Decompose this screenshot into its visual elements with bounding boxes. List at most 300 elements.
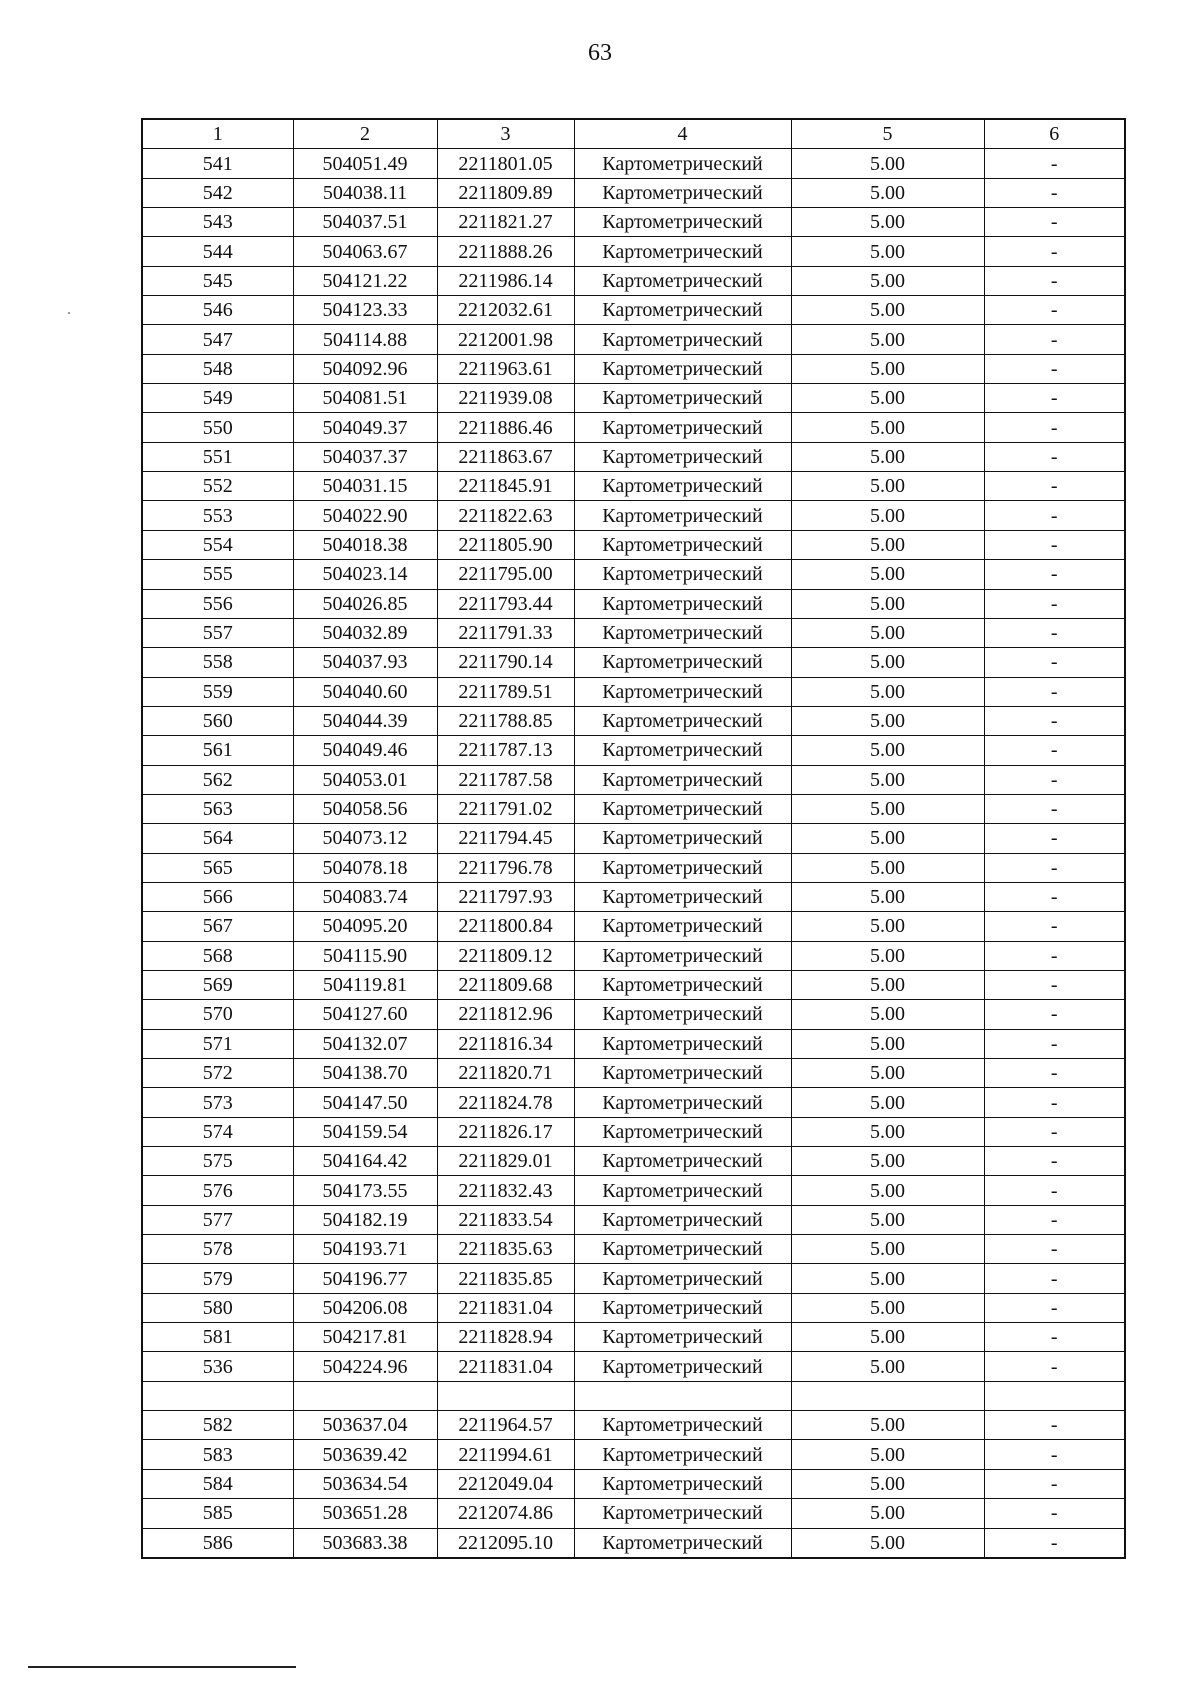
table-cell: 2211791.02 (437, 794, 574, 823)
table-cell: Картометрический (574, 589, 791, 618)
table-cell: 586 (142, 1528, 293, 1558)
table-cell: - (984, 237, 1125, 266)
table-row (142, 1147, 1125, 1176)
table-cell: 2211820.71 (437, 1059, 574, 1088)
table-cell: 504081.51 (293, 384, 437, 413)
table-cell: 5.00 (791, 501, 984, 530)
table-cell: 547 (142, 325, 293, 354)
table-row (142, 648, 1125, 677)
table-cell: 567 (142, 912, 293, 941)
table-cell: Картометрический (574, 912, 791, 941)
table-row (142, 1352, 1125, 1381)
table-row (142, 560, 1125, 589)
table-cell: 571 (142, 1029, 293, 1058)
table-row (142, 237, 1125, 266)
table-cell: Картометрический (574, 354, 791, 383)
table-row (142, 941, 1125, 970)
table-cell (574, 1381, 791, 1410)
table-cell: Картометрический (574, 530, 791, 559)
table-cell: - (984, 1117, 1125, 1146)
table-row (142, 1440, 1125, 1469)
table-cell: - (984, 1469, 1125, 1498)
table-cell: 568 (142, 941, 293, 970)
table-cell: - (984, 325, 1125, 354)
table-cell: 569 (142, 970, 293, 999)
table-cell: 503634.54 (293, 1469, 437, 1498)
table-cell: 2211789.51 (437, 677, 574, 706)
table-cell: Картометрический (574, 941, 791, 970)
table-cell: 2211821.27 (437, 208, 574, 237)
table-row (142, 794, 1125, 823)
table-cell: - (984, 442, 1125, 471)
table-cell: 504182.19 (293, 1205, 437, 1234)
table-cell: 504121.22 (293, 266, 437, 295)
table-cell: 504044.39 (293, 706, 437, 735)
table-cell: 5.00 (791, 1059, 984, 1088)
table-cell: 541 (142, 149, 293, 178)
table-cell: 543 (142, 208, 293, 237)
table-cell: 2211805.90 (437, 530, 574, 559)
table-cell: Картометрический (574, 1323, 791, 1352)
table-cell: 5.00 (791, 296, 984, 325)
table-cell: 2211795.00 (437, 560, 574, 589)
table-row (142, 413, 1125, 442)
table-row (142, 1059, 1125, 1088)
table-cell: 2212074.86 (437, 1499, 574, 1528)
table-row (142, 1088, 1125, 1117)
table-row (142, 1000, 1125, 1029)
table-cell: 2211809.68 (437, 970, 574, 999)
table-cell: - (984, 501, 1125, 530)
table-cell: - (984, 1059, 1125, 1088)
table-cell: - (984, 706, 1125, 735)
table-row (142, 1293, 1125, 1322)
table-cell: - (984, 589, 1125, 618)
table-cell: 504193.71 (293, 1235, 437, 1264)
table-row (142, 736, 1125, 765)
table-cell: 2211863.67 (437, 442, 574, 471)
table-cell: 576 (142, 1176, 293, 1205)
table-cell: 5.00 (791, 472, 984, 501)
table-cell: 2211822.63 (437, 501, 574, 530)
table-cell: Картометрический (574, 882, 791, 911)
table-cell: 5.00 (791, 589, 984, 618)
table-cell: - (984, 1499, 1125, 1528)
table-cell: 5.00 (791, 1147, 984, 1176)
table-cell: 5.00 (791, 1176, 984, 1205)
table-cell: 579 (142, 1264, 293, 1293)
table-cell: 549 (142, 384, 293, 413)
table-cell: 5.00 (791, 882, 984, 911)
column-header: 1 (142, 119, 293, 149)
table-row (142, 1117, 1125, 1146)
table-cell: - (984, 1088, 1125, 1117)
table-cell: Картометрический (574, 677, 791, 706)
table-cell: - (984, 765, 1125, 794)
column-header: 2 (293, 119, 437, 149)
table-cell: Картометрический (574, 325, 791, 354)
table-row (142, 1264, 1125, 1293)
table-cell: 536 (142, 1352, 293, 1381)
table-cell: 5.00 (791, 1029, 984, 1058)
table-cell: 578 (142, 1235, 293, 1264)
table-row (142, 208, 1125, 237)
table-cell: 504147.50 (293, 1088, 437, 1117)
table-cell: Картометрический (574, 472, 791, 501)
table-cell: 5.00 (791, 912, 984, 941)
table-cell: 550 (142, 413, 293, 442)
table-cell: 5.00 (791, 413, 984, 442)
table-cell: Картометрический (574, 1235, 791, 1264)
table-cell: 2211829.01 (437, 1147, 574, 1176)
table-row (142, 1411, 1125, 1440)
table-row (142, 296, 1125, 325)
table-cell: Картометрический (574, 1117, 791, 1146)
table-cell (984, 1381, 1125, 1410)
table-cell: - (984, 266, 1125, 295)
table-cell: - (984, 384, 1125, 413)
table-cell: 2211791.33 (437, 618, 574, 647)
table-cell: - (984, 1352, 1125, 1381)
table-cell: 504026.85 (293, 589, 437, 618)
table-row (142, 589, 1125, 618)
table-cell: - (984, 824, 1125, 853)
table-cell: 556 (142, 589, 293, 618)
table-cell: 504123.33 (293, 296, 437, 325)
table-cell: 582 (142, 1411, 293, 1440)
table-cell: Картометрический (574, 1411, 791, 1440)
table-cell: 5.00 (791, 178, 984, 207)
table-cell: 5.00 (791, 1440, 984, 1469)
table-row (142, 325, 1125, 354)
table-cell: 575 (142, 1147, 293, 1176)
table-cell: 504217.81 (293, 1323, 437, 1352)
table-cell: 5.00 (791, 736, 984, 765)
table-cell: 5.00 (791, 824, 984, 853)
table-cell: Картометрический (574, 1352, 791, 1381)
table-cell: - (984, 1176, 1125, 1205)
table-cell: Картометрический (574, 208, 791, 237)
table-row (142, 472, 1125, 501)
table-row (142, 1323, 1125, 1352)
table-row (142, 530, 1125, 559)
table-cell (791, 1381, 984, 1410)
table-cell: 504078.18 (293, 853, 437, 882)
table-cell: 5.00 (791, 970, 984, 999)
table-cell: 5.00 (791, 560, 984, 589)
table-cell: 504058.56 (293, 794, 437, 823)
table-cell: 2211790.14 (437, 648, 574, 677)
table-row (142, 1499, 1125, 1528)
table-cell: - (984, 1293, 1125, 1322)
table-row (142, 1381, 1125, 1410)
table-cell: 566 (142, 882, 293, 911)
table-row (142, 618, 1125, 647)
table-cell: 5.00 (791, 1264, 984, 1293)
table-cell: 504206.08 (293, 1293, 437, 1322)
table-cell: - (984, 618, 1125, 647)
table-cell: - (984, 1205, 1125, 1234)
table-cell: 2211831.04 (437, 1352, 574, 1381)
table-cell: Картометрический (574, 266, 791, 295)
table-cell: 504040.60 (293, 677, 437, 706)
table-row (142, 882, 1125, 911)
table-row (142, 970, 1125, 999)
table-cell: 5.00 (791, 266, 984, 295)
table-cell: 504196.77 (293, 1264, 437, 1293)
table-cell: 577 (142, 1205, 293, 1234)
table-cell: 2211964.57 (437, 1411, 574, 1440)
table-row (142, 824, 1125, 853)
table-cell: 544 (142, 237, 293, 266)
table-cell: 5.00 (791, 853, 984, 882)
table-cell: 504073.12 (293, 824, 437, 853)
table-cell: 585 (142, 1499, 293, 1528)
table-cell: 504083.74 (293, 882, 437, 911)
table-cell (437, 1381, 574, 1410)
table-cell: 542 (142, 178, 293, 207)
table-cell: 2211828.94 (437, 1323, 574, 1352)
table-cell: - (984, 882, 1125, 911)
table-cell: 504138.70 (293, 1059, 437, 1088)
table-cell: - (984, 1411, 1125, 1440)
table-cell: 558 (142, 648, 293, 677)
table-row (142, 501, 1125, 530)
table-cell: Картометрический (574, 736, 791, 765)
table-body (142, 149, 1125, 1558)
table-cell: 504092.96 (293, 354, 437, 383)
table-cell: 503651.28 (293, 1499, 437, 1528)
table-cell: 504164.42 (293, 1147, 437, 1176)
table-cell: 2211831.04 (437, 1293, 574, 1322)
table-cell: Картометрический (574, 970, 791, 999)
table-cell: 504018.38 (293, 530, 437, 559)
table-cell: 504053.01 (293, 765, 437, 794)
table-cell: 2211939.08 (437, 384, 574, 413)
table-row (142, 178, 1125, 207)
table-cell: 5.00 (791, 325, 984, 354)
table-cell: Картометрический (574, 1293, 791, 1322)
table-cell: Картометрический (574, 1059, 791, 1088)
table-cell: - (984, 912, 1125, 941)
table-cell: 5.00 (791, 941, 984, 970)
table-cell: 503683.38 (293, 1528, 437, 1558)
table-cell: 5.00 (791, 794, 984, 823)
table-row (142, 706, 1125, 735)
table-cell: 2212032.61 (437, 296, 574, 325)
table-cell: 504037.93 (293, 648, 437, 677)
table-cell: - (984, 178, 1125, 207)
table-cell: 2211809.89 (437, 178, 574, 207)
table-cell: - (984, 413, 1125, 442)
table-cell: 2211845.91 (437, 472, 574, 501)
table-cell: Картометрический (574, 1176, 791, 1205)
table-cell: 504037.51 (293, 208, 437, 237)
table-cell: 5.00 (791, 1088, 984, 1117)
column-header: 4 (574, 119, 791, 149)
table-row (142, 677, 1125, 706)
table-cell: 2212095.10 (437, 1528, 574, 1558)
table-cell: 2211788.85 (437, 706, 574, 735)
footnote-separator (28, 1666, 296, 1668)
table-cell: 5.00 (791, 1469, 984, 1498)
table-cell: - (984, 1528, 1125, 1558)
table-row (142, 1235, 1125, 1264)
table-cell: 581 (142, 1323, 293, 1352)
table-cell: 503639.42 (293, 1440, 437, 1469)
table-cell: Картометрический (574, 1147, 791, 1176)
table-cell: Картометрический (574, 296, 791, 325)
table-cell: 5.00 (791, 1411, 984, 1440)
table-cell: - (984, 560, 1125, 589)
table-cell: - (984, 1235, 1125, 1264)
table-cell: 546 (142, 296, 293, 325)
table-cell: - (984, 970, 1125, 999)
table-cell: Картометрический (574, 618, 791, 647)
table-cell: 2211794.45 (437, 824, 574, 853)
table-cell: 573 (142, 1088, 293, 1117)
table-cell: - (984, 648, 1125, 677)
table-cell: 5.00 (791, 208, 984, 237)
table-cell: 504114.88 (293, 325, 437, 354)
table-cell: 2211796.78 (437, 853, 574, 882)
table-cell: 557 (142, 618, 293, 647)
column-header: 3 (437, 119, 574, 149)
table-cell: 2211787.13 (437, 736, 574, 765)
table-row (142, 765, 1125, 794)
table-cell: Картометрический (574, 237, 791, 266)
scan-speck (68, 312, 70, 314)
table-cell: 583 (142, 1440, 293, 1469)
table-cell: Картометрический (574, 560, 791, 589)
table-cell: Картометрический (574, 765, 791, 794)
table-cell: 2211801.05 (437, 149, 574, 178)
table-cell: 2211886.46 (437, 413, 574, 442)
table-cell: Картометрический (574, 149, 791, 178)
table-row (142, 912, 1125, 941)
table-cell: - (984, 208, 1125, 237)
table-cell: 504119.81 (293, 970, 437, 999)
column-header: 6 (984, 119, 1125, 149)
table-cell: - (984, 1000, 1125, 1029)
table-cell: - (984, 149, 1125, 178)
table-cell: 5.00 (791, 384, 984, 413)
table-cell: 504022.90 (293, 501, 437, 530)
table-cell: 561 (142, 736, 293, 765)
table-cell: 2211824.78 (437, 1088, 574, 1117)
table-row (142, 1029, 1125, 1058)
table-cell: Картометрический (574, 794, 791, 823)
table-cell: 503637.04 (293, 1411, 437, 1440)
table-row (142, 149, 1125, 178)
table-cell: 504159.54 (293, 1117, 437, 1146)
table-cell: 2211797.93 (437, 882, 574, 911)
table-cell: Картометрический (574, 413, 791, 442)
table-row (142, 1205, 1125, 1234)
table-cell: 5.00 (791, 618, 984, 647)
table-cell: Картометрический (574, 1499, 791, 1528)
table-cell: Картометрический (574, 1205, 791, 1234)
table-cell: 504127.60 (293, 1000, 437, 1029)
table-cell: Картометрический (574, 1029, 791, 1058)
table-row (142, 442, 1125, 471)
table-cell: - (984, 1264, 1125, 1293)
table-cell: 565 (142, 853, 293, 882)
table-cell: 504173.55 (293, 1176, 437, 1205)
table-cell: 5.00 (791, 1205, 984, 1234)
table-cell: 504063.67 (293, 237, 437, 266)
table-cell: 5.00 (791, 677, 984, 706)
table-cell: Картометрический (574, 853, 791, 882)
table-cell: 5.00 (791, 354, 984, 383)
table-cell: Картометрический (574, 501, 791, 530)
table-cell: Картометрический (574, 1469, 791, 1498)
table-cell: Картометрический (574, 648, 791, 677)
table-cell: 551 (142, 442, 293, 471)
table-row (142, 1528, 1125, 1558)
table-cell: 5.00 (791, 1499, 984, 1528)
coordinates-table (141, 118, 1126, 1559)
table-cell: 504132.07 (293, 1029, 437, 1058)
table-cell: Картометрический (574, 1264, 791, 1293)
table-cell: 2212049.04 (437, 1469, 574, 1498)
table-cell: 504049.46 (293, 736, 437, 765)
table-cell: 2211809.12 (437, 941, 574, 970)
table-cell: 2211832.43 (437, 1176, 574, 1205)
table-cell: - (984, 736, 1125, 765)
table-cell: 548 (142, 354, 293, 383)
table-cell: 5.00 (791, 237, 984, 266)
page-number: 63 (588, 40, 612, 66)
table-cell: 564 (142, 824, 293, 853)
table-cell: - (984, 677, 1125, 706)
table-row (142, 266, 1125, 295)
table-cell: 559 (142, 677, 293, 706)
table-cell: 504032.89 (293, 618, 437, 647)
column-header: 5 (791, 119, 984, 149)
table-cell: 553 (142, 501, 293, 530)
table-cell: Картометрический (574, 442, 791, 471)
table-cell: 563 (142, 794, 293, 823)
table-cell: 5.00 (791, 1352, 984, 1381)
table-cell: 5.00 (791, 765, 984, 794)
table-cell: 555 (142, 560, 293, 589)
table-cell: 2211826.17 (437, 1117, 574, 1146)
table-row (142, 354, 1125, 383)
table-cell: 504051.49 (293, 149, 437, 178)
table-cell: 504049.37 (293, 413, 437, 442)
table-row (142, 1469, 1125, 1498)
table-cell: 584 (142, 1469, 293, 1498)
table-cell: - (984, 853, 1125, 882)
table-cell: 504031.15 (293, 472, 437, 501)
table-cell: Картометрический (574, 1440, 791, 1469)
table-cell: 2211800.84 (437, 912, 574, 941)
table-cell: 504115.90 (293, 941, 437, 970)
table-cell: - (984, 1440, 1125, 1469)
table-cell: 2211986.14 (437, 266, 574, 295)
table-cell: 504095.20 (293, 912, 437, 941)
table-cell: 2211963.61 (437, 354, 574, 383)
table-cell: 2212001.98 (437, 325, 574, 354)
table-cell: - (984, 296, 1125, 325)
table-row (142, 384, 1125, 413)
table-cell: 5.00 (791, 149, 984, 178)
table-cell: - (984, 472, 1125, 501)
table-cell: Картометрический (574, 1000, 791, 1029)
table-cell: 545 (142, 266, 293, 295)
table-cell: 2211787.58 (437, 765, 574, 794)
